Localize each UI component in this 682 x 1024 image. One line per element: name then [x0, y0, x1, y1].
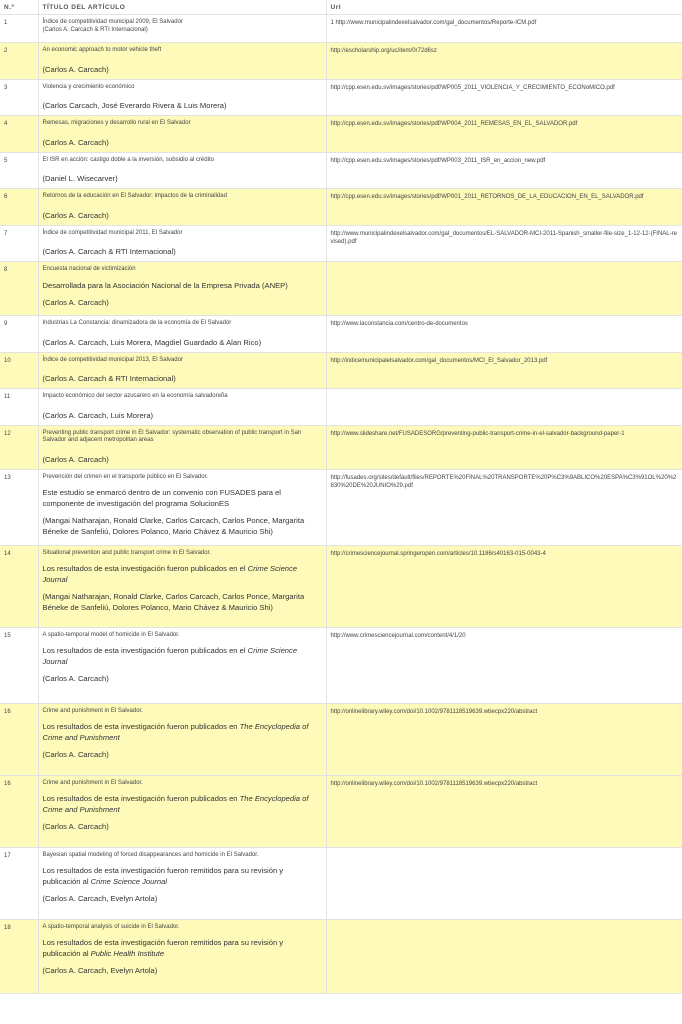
article-url	[326, 262, 682, 316]
article-url[interactable]: http://www.laconstancia.com/centro-de-documentos	[326, 316, 682, 353]
table-row	[0, 316, 682, 353]
row-number: 3	[0, 79, 38, 116]
article-authors: (Carlos A. Carcach)	[42, 137, 109, 147]
article-note	[43, 865, 322, 887]
article-note: Desarrollada para la Asociación Nacional de la Empresa Privada (ANEP)	[42, 280, 288, 290]
article-title: Impacto económico del sector azucarero en la economía salvadoreña	[42, 393, 228, 399]
article-title: Prevención del crimen en el transporte público en El Salvador.	[42, 473, 208, 480]
article-cell	[38, 15, 326, 43]
article-authors: (Carlos A. Carcach, Evelyn Artola)	[42, 894, 158, 903]
article-cell	[38, 847, 326, 919]
article-title: An economic approach to motor vehicle theft	[42, 47, 162, 53]
article-authors: (Carlos A. Carcach & RTI Internacional)	[42, 374, 176, 383]
article-authors: (Carlos A. Carcach)	[42, 822, 109, 831]
table-row	[0, 627, 682, 703]
article-url[interactable]: http://fusades.org/sites/default/files/REPORTE%20FINAL%20TRANSPORTE%20P%C3%9ABLICO%20ESPA%C3%91OL%20%2830%20DE%20JUNIO%29.pdf	[326, 469, 682, 545]
article-cell	[38, 703, 326, 775]
article-title: El ISR en acción: castigo doble a la inversión, subsidio al crédito	[42, 156, 214, 163]
article-title: Crime and punishment in El Salvador.	[42, 707, 143, 714]
article-note	[43, 645, 322, 667]
row-number: 15	[0, 627, 38, 703]
table-row	[0, 469, 682, 545]
row-number: 13	[0, 469, 38, 545]
publication-name: Crime Science Journal	[42, 564, 298, 584]
article-title: Bayesian spatial modeling of forced disappearances and homicide in El Salvador.	[42, 851, 259, 858]
article-url[interactable]: http://onlinelibrary.wiley.com/doi/10.1002/9781118519639.wbecpx220/abstract	[326, 775, 682, 847]
row-number: 7	[0, 225, 38, 262]
article-url[interactable]: http://www.slideshare.net/FUSADESORG/preventing-public-transport-crime-in-el-salvador-background-paper-1	[326, 425, 682, 469]
article-title: Preventing public transport crime in El Salvador: systematic observation of public transport in San Salvador and adjacent metropolitan areas	[42, 429, 302, 443]
table-row	[0, 919, 682, 993]
article-title: Crime and punishment in El Salvador.	[42, 779, 143, 786]
article-note	[43, 793, 322, 815]
article-url[interactable]: http://cpp.esen.edu.sv/images/stories/pdf/WP001_2011_RETORNOS_DE_LA_EDUCACION_EN_EL_SALVADOR.pdf	[326, 189, 682, 226]
row-number: 18	[0, 919, 38, 993]
row-number: 12	[0, 425, 38, 469]
article-cell	[38, 389, 326, 426]
article-url[interactable]: http://www.municipalindexelsalvador.com/gal_documentos/EL-SALVADOR-MCI-2011-Spanish_smaller-file-size_1-12-12-(FINAL-revised).pdf	[326, 225, 682, 262]
article-authors: (Carlos Carcach, José Everardo Rivera & Luis Morera)	[42, 101, 227, 110]
article-cell	[38, 152, 326, 189]
table-row	[0, 116, 682, 153]
article-note	[43, 937, 322, 959]
article-cell	[38, 43, 326, 80]
article-url	[326, 847, 682, 919]
table-row	[0, 262, 682, 316]
row-number: 1	[0, 15, 38, 43]
article-note-text: Los resultados de esta investigación fueron publicados en	[42, 722, 240, 731]
article-authors: (Mangai Natharajan, Ronald Clarke, Carlos Carcach, Carlos Ponce, Margarita Béneke de Sanfeliú, Dolores Polanco, Mario Chávez & Mauricio Shi)	[42, 516, 305, 536]
article-authors: (Carlos A. Carcach)	[42, 750, 109, 759]
table-row	[0, 425, 682, 469]
article-title: Retornos de la educación en El Salvador: impactos de la criminalidad	[42, 193, 227, 199]
article-note-text: Los resultados de esta investigación fueron publicados en el	[42, 646, 248, 655]
row-number: 5	[0, 152, 38, 189]
table-row	[0, 225, 682, 262]
article-url[interactable]: http://crimesciencejournal.springeropen.com/articles/10.1186/s40163-015-0043-4	[326, 545, 682, 627]
article-url[interactable]: http://onlinelibrary.wiley.com/doi/10.1002/9781118519639.wbecpx220/abstract	[326, 703, 682, 775]
table-header-row	[0, 0, 682, 15]
row-number: 2	[0, 43, 38, 80]
article-authors: (Carlos A. Carcach)	[42, 64, 109, 74]
table-row	[0, 847, 682, 919]
article-authors: (Carlos A. Carcach, Luis Morera)	[42, 410, 154, 420]
article-title: Índice de competitividad municipal 2011, El Salvador	[42, 229, 183, 236]
article-cell	[38, 116, 326, 153]
article-title: Violencia y crecimiento económico	[42, 83, 135, 90]
table-row	[0, 775, 682, 847]
article-title: A spatio-temporal model of homicide in El Salvador.	[42, 631, 180, 638]
row-number: 6	[0, 189, 38, 226]
publication-name: Crime Science Journal	[42, 646, 298, 666]
article-note-text: Los resultados de esta investigación fueron remitidos para su revisión y publicación al	[42, 866, 284, 886]
table-row	[0, 152, 682, 189]
column-header-num: N.º	[0, 0, 38, 15]
article-url[interactable]: http://www.crimesciencejournal.com/content/4/1/20	[326, 627, 682, 703]
row-number: 16	[0, 703, 38, 775]
table-row	[0, 545, 682, 627]
table-row	[0, 389, 682, 426]
column-header-url: Url	[326, 0, 682, 15]
article-cell	[38, 316, 326, 353]
article-authors: (Carlos A. Carcach)	[42, 454, 109, 464]
table-row	[0, 352, 682, 389]
publication-name: Crime Science Journal	[90, 877, 168, 886]
article-title: Remesas, migraciones y desarrollo rural en El Salvador	[42, 120, 191, 126]
article-url[interactable]: http://escholarship.org/uc/item/0r72d6sz	[326, 43, 682, 80]
table-row	[0, 703, 682, 775]
article-cell	[38, 189, 326, 226]
article-note	[43, 563, 322, 585]
article-title: Industrias La Constancia: dinamizadora de la economía de El Salvador	[42, 320, 232, 326]
row-number: 9	[0, 316, 38, 353]
article-url[interactable]: http://cpp.esen.edu.sv/images/stories/pdf/WP004_2011_REMESAS_EN_EL_SALVADOR.pdf	[326, 116, 682, 153]
article-url[interactable]: http://cpp.esen.edu.sv/images/stories/pdf/WP003_2011_ISR_en_accion_new.pdf	[326, 152, 682, 189]
publication-name: The Encyclopedia of Crime and Punishment	[42, 722, 309, 742]
row-number: 14	[0, 545, 38, 627]
table-row	[0, 79, 682, 116]
article-note-text: Los resultados de esta investigación fueron publicados en el	[42, 564, 248, 573]
table-row	[0, 15, 682, 43]
article-note-text: Los resultados de esta investigación fueron publicados en	[42, 794, 240, 803]
article-note	[43, 721, 322, 743]
row-number: 4	[0, 116, 38, 153]
publication-name: Public Health Institute	[90, 949, 165, 958]
article-authors: (Daniel L. Wisecarver)	[42, 174, 118, 183]
article-authors: (Carlos A. Carcach)	[42, 297, 109, 307]
article-note-text: Los resultados de esta investigación fueron remitidos para su revisión y publicación al	[42, 938, 284, 958]
article-authors: (Mangai Natharajan, Ronald Clarke, Carlos Carcach, Carlos Ponce, Margarita Béneke de Sanfeliú, Dolores Polanco, Mario Chávez & Mauricio Shi)	[42, 592, 305, 612]
row-number: 16	[0, 775, 38, 847]
article-cell	[38, 919, 326, 993]
article-url	[326, 389, 682, 426]
table-row	[0, 43, 682, 80]
article-cell	[38, 469, 326, 545]
article-authors: (Carlos A. Carcach & RTI Internacional)	[42, 247, 176, 256]
table-body	[0, 15, 682, 994]
row-number: 17	[0, 847, 38, 919]
article-cell	[38, 775, 326, 847]
row-number: 8	[0, 262, 38, 316]
article-cell	[38, 79, 326, 116]
publication-name: The Encyclopedia of Crime and Punishment	[42, 794, 309, 814]
article-cell	[38, 352, 326, 389]
article-url[interactable]: http://cpp.esen.edu.sv/images/stories/pdf/WP005_2011_VIOLENCIA_Y_CRECIMIENTO_ECONoMICO.pdf	[326, 79, 682, 116]
row-number: 10	[0, 352, 38, 389]
article-authors: (Carlos A. Carcach)	[42, 210, 109, 220]
article-cell	[38, 545, 326, 627]
article-url[interactable]: 1 http://www.municipalindexelsalvador.com/gal_documentos/Reporte-ICM.pdf	[326, 15, 682, 43]
row-number: 11	[0, 389, 38, 426]
table-row	[0, 189, 682, 226]
article-authors: (Carlos A. Carcach & RTI Internacional)	[42, 26, 148, 33]
article-url	[326, 919, 682, 993]
article-cell	[38, 225, 326, 262]
article-title: Índice de competitividad municipal 2009, El Salvador	[42, 19, 183, 25]
article-cell	[38, 425, 326, 469]
article-authors: (Carlos A. Carcach, Luis Morera, Magdiel Guardado & Alan Rico)	[42, 337, 262, 347]
article-note: Este estudio se enmarcó dentro de un convenio con FUSADES para el componente de investigación del programa SolucionES	[42, 488, 281, 508]
article-title: A spatio-temporal analysis of suicide in El Salvador.	[42, 923, 180, 930]
article-authors: (Carlos A. Carcach)	[42, 674, 109, 683]
article-cell	[38, 627, 326, 703]
column-header-title: TÍTULO DEL ARTÍCULO	[38, 0, 326, 15]
article-title: Situational prevention and public transport crime in El Salvador.	[42, 549, 211, 556]
article-title: Encuesta nacional de victimización	[42, 266, 136, 272]
article-url[interactable]: http://indicemunicipalelsalvador.com/gal_documentos/MCI_El_Salvador_2013.pdf	[326, 352, 682, 389]
article-title: Índice de competitividad municipal 2013, El Salvador	[42, 356, 183, 363]
article-authors: (Carlos A. Carcach, Evelyn Artola)	[42, 966, 158, 975]
article-cell	[38, 262, 326, 316]
